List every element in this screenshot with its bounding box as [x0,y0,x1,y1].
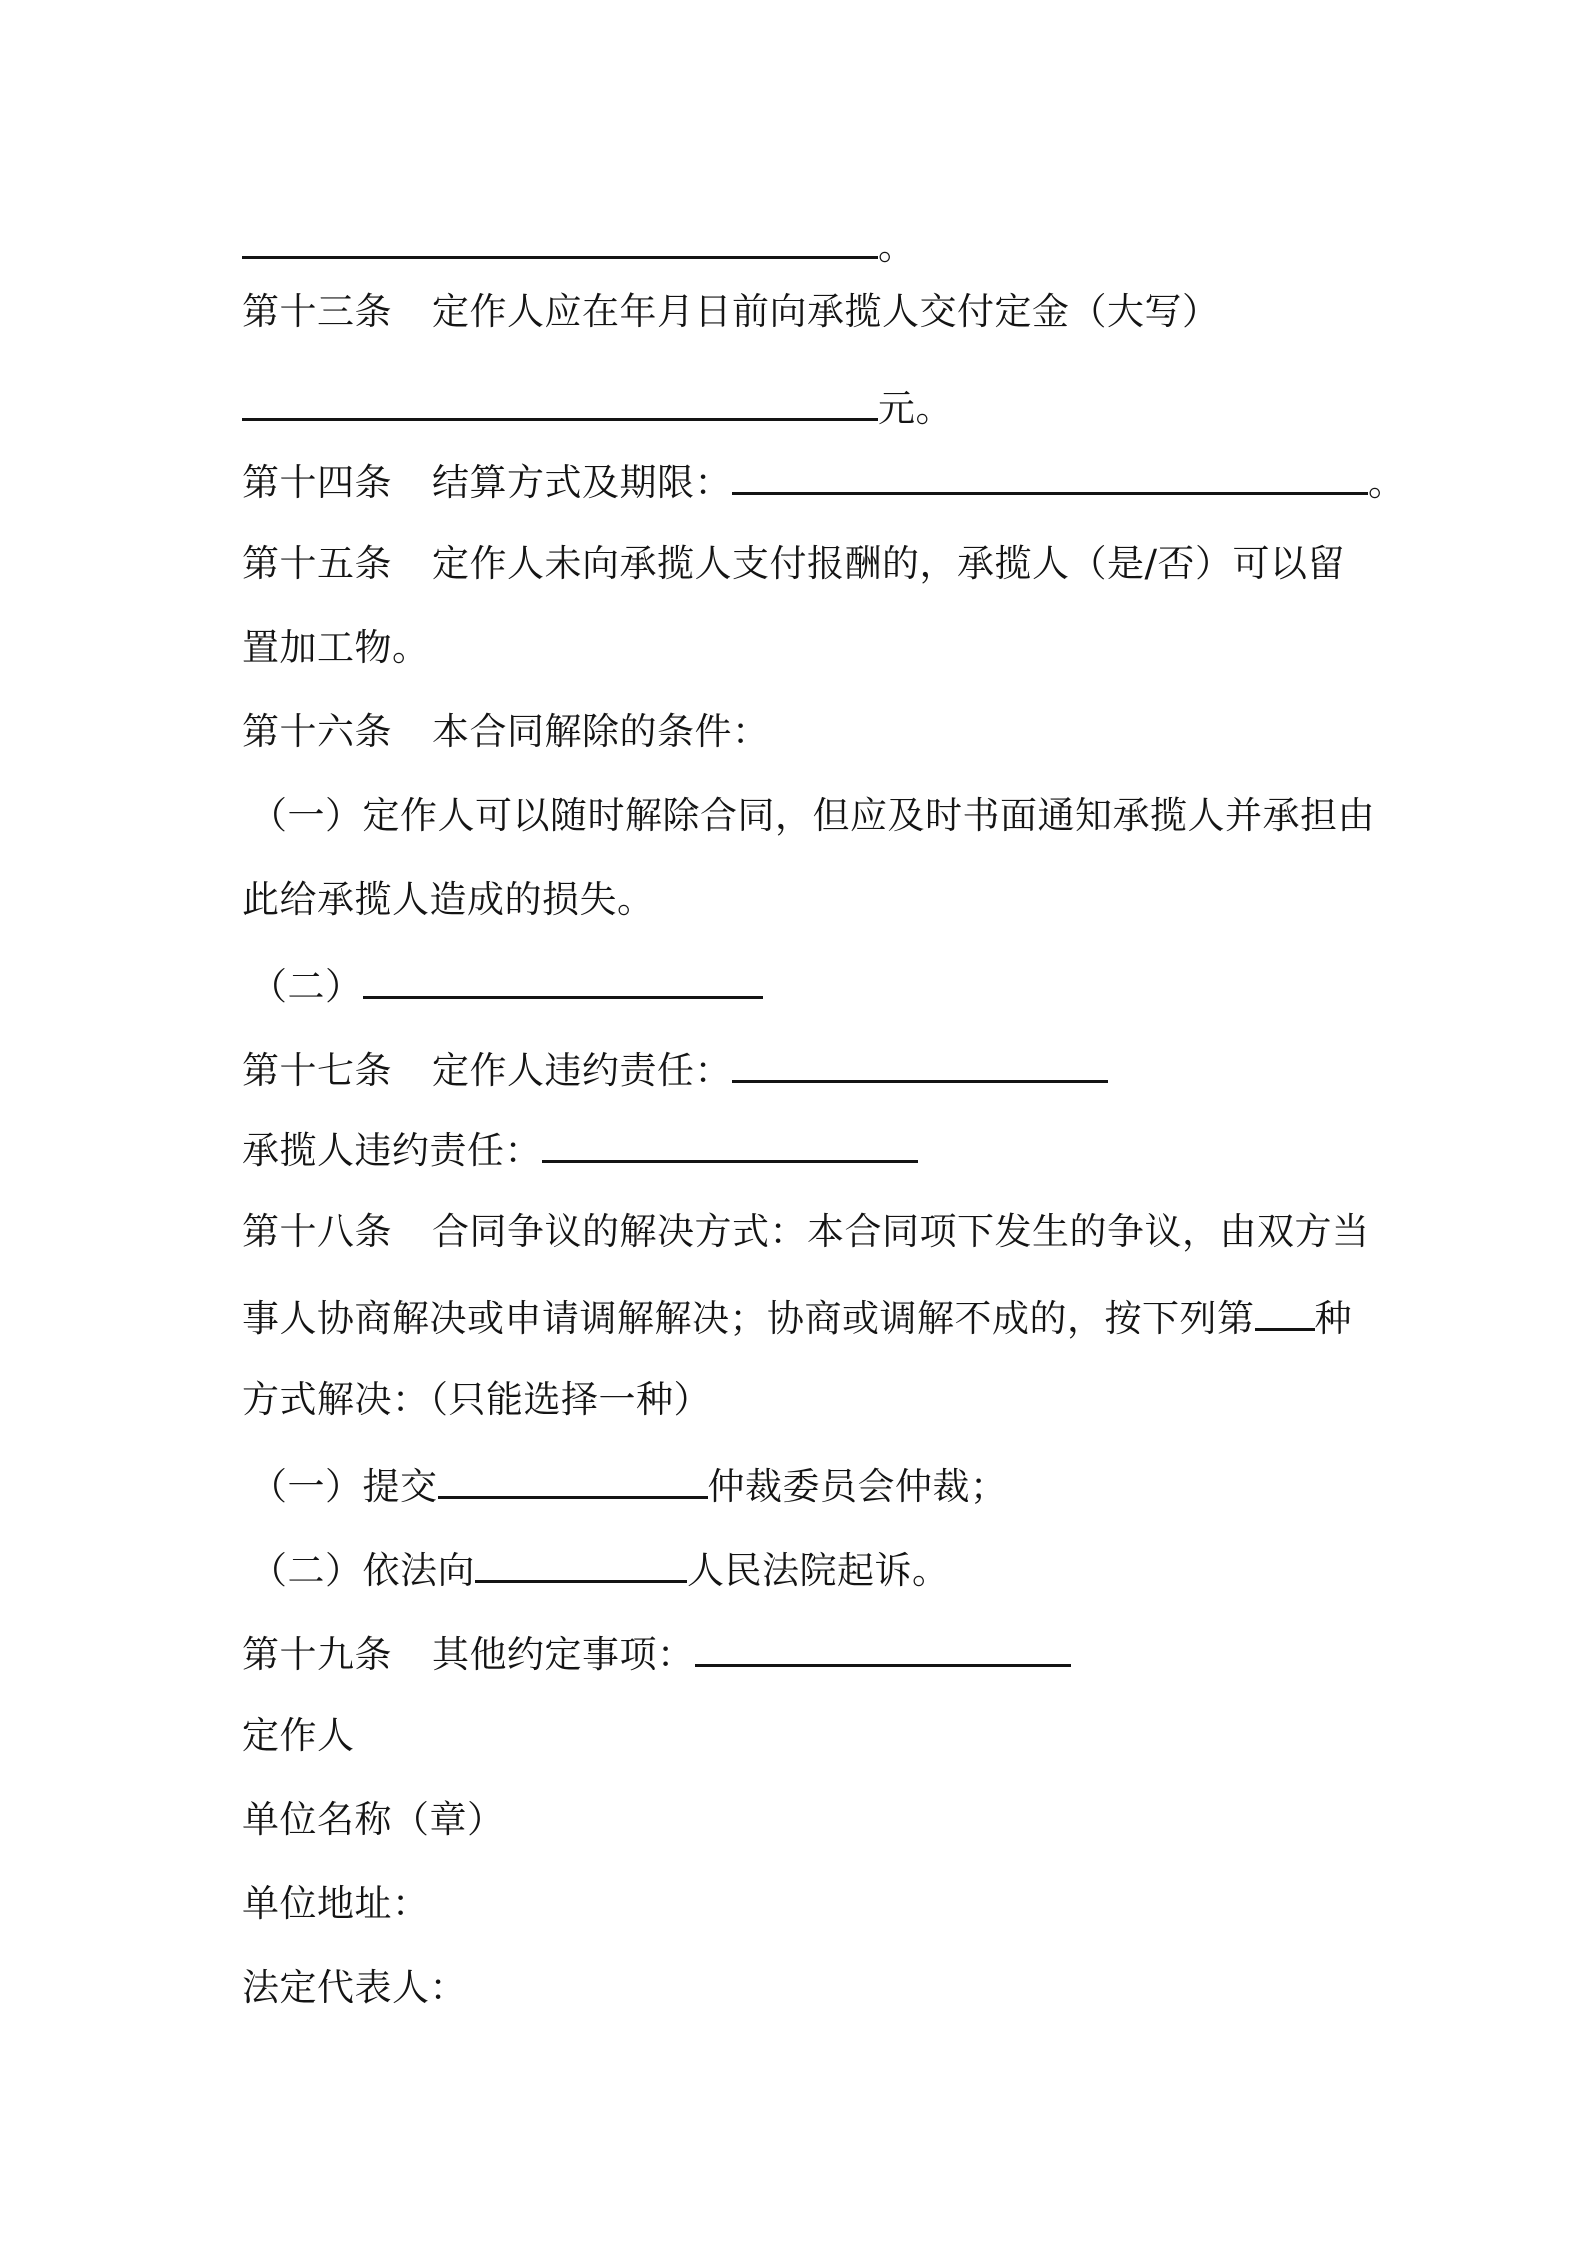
signature-party-label: 定作人 [242,1714,355,1757]
signature-unit-name [242,1798,505,1842]
article-13 [242,290,1220,334]
article-15-continuation [242,626,430,670]
article-14 [242,458,1406,505]
line-tail: 。 [878,225,916,268]
article-18-cont-2: 方式解决：（只能选择一种） [242,1378,711,1421]
arbitration-commission-blank[interactable] [438,1462,708,1499]
article-18-title: 第十八条 [242,1210,392,1253]
article-13-text: 定作人应在年月日前向承揽人交付定金（大写） [432,290,1220,333]
article-19-text: 其他约定事项： [432,1633,695,1676]
article-17-text: 定作人违约责任： [432,1049,732,1092]
fill-blank[interactable] [242,222,878,259]
signature-legal-rep-label: 法定代表人： [242,1966,467,2009]
article-17-continuation [242,1126,918,1173]
termination-condition-blank[interactable] [363,962,763,999]
court-name-blank[interactable] [475,1546,687,1583]
article-13-tail: 元。 [878,387,953,430]
article-18-cont-1a: 事人协商解决或申请调解解决；协商或调解不成的，按下列第 [242,1297,1255,1340]
article-13-title: 第十三条 [242,290,392,333]
signature-legal-rep [242,1966,467,2010]
article-17 [242,1046,1108,1093]
article-18-continuation-2 [242,1378,711,1422]
article-13-continuation [242,384,953,431]
article-16-item-2 [250,962,763,1009]
article-18-item-2b: 人民法院起诉。 [687,1549,950,1592]
article-18-continuation-1 [242,1294,1352,1341]
article-16-text: 本合同解除的条件： [432,710,770,753]
article-18-item-2 [250,1546,950,1593]
article-16-item-1-text: （一）定作人可以随时解除合同，但应及时书面通知承揽人并承担由 [250,794,1375,837]
article-14-text: 结算方式及期限： [432,461,732,504]
orderer-liability-blank[interactable] [732,1046,1108,1083]
article-14-tail: 。 [1368,461,1406,504]
article-17-cont: 承揽人违约责任： [242,1129,542,1172]
article-15-cont: 置加工物。 [242,626,430,669]
article-17-title: 第十七条 [242,1049,392,1092]
signature-unit-address-label: 单位地址： [242,1882,430,1925]
signature-unit-address [242,1882,430,1926]
article-18-item-1a: （一）提交 [250,1465,438,1508]
article-18 [242,1210,1370,1254]
line-blank-continuation [242,222,916,269]
article-19-title: 第十九条 [242,1633,392,1676]
contractor-liability-blank[interactable] [542,1126,918,1163]
article-18-cont-1b: 种 [1314,1297,1352,1340]
article-18-item-2a: （二）依法向 [250,1549,475,1592]
settlement-method-blank[interactable] [732,458,1368,495]
other-matters-blank[interactable] [695,1630,1071,1667]
article-18-item-1b: 仲裁委员会仲裁； [707,1465,1008,1508]
article-18-item-1 [250,1462,1008,1509]
article-16-item-1-continuation [242,878,655,922]
article-18-text: 合同争议的解决方式：本合同项下发生的争议，由双方当 [432,1210,1370,1253]
article-15 [242,542,1345,586]
article-14-title: 第十四条 [242,461,392,504]
signature-unit-name-label: 单位名称（章） [242,1798,505,1841]
article-16-item-1-cont: 此给承揽人造成的损失。 [242,878,655,921]
article-16-item-2-label: （二） [250,965,363,1008]
article-15-title: 第十五条 [242,542,392,585]
article-19 [242,1630,1071,1677]
article-16 [242,710,770,754]
article-15-text: 定作人未向承揽人支付报酬的，承揽人（是/否）可以留 [432,542,1345,585]
resolution-option-blank[interactable] [1255,1294,1315,1331]
signature-party [242,1714,355,1758]
article-16-item-1 [250,794,1375,838]
article-16-title: 第十六条 [242,710,392,753]
deposit-amount-blank[interactable] [242,384,878,421]
